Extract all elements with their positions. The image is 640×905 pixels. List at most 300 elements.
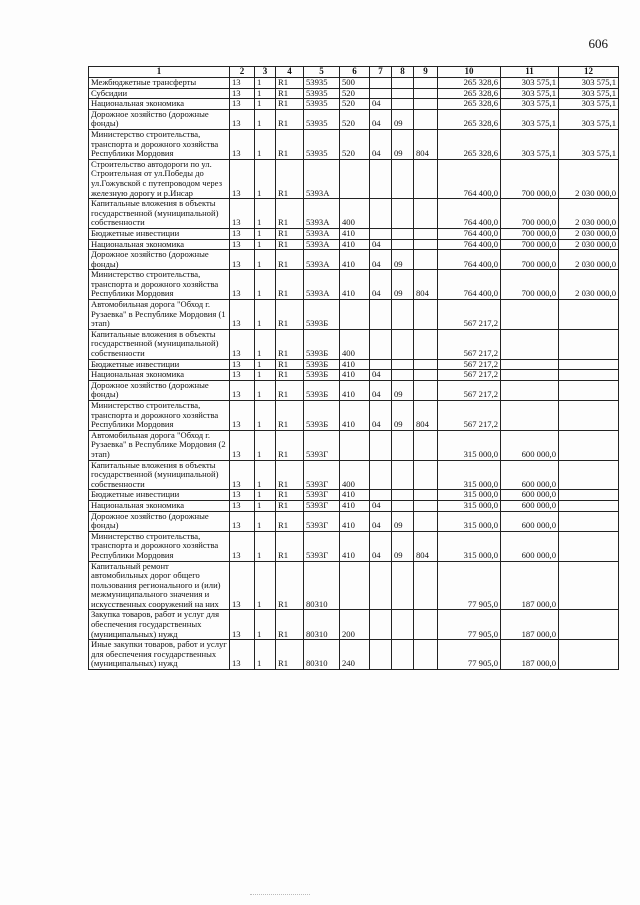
table-cell: 09 — [392, 531, 414, 561]
table-cell — [370, 460, 392, 490]
column-header: 10 — [438, 67, 501, 78]
table-cell — [414, 88, 438, 99]
table-cell — [559, 610, 619, 640]
table-cell: 520 — [340, 88, 370, 99]
table-cell — [370, 640, 392, 670]
table-cell — [392, 159, 414, 198]
table-cell — [501, 401, 559, 431]
table-cell: 13 — [230, 329, 255, 359]
table-row — [89, 561, 619, 610]
table-cell: 700 000,0 — [501, 270, 559, 300]
column-header: 2 — [230, 67, 255, 78]
table-cell — [392, 239, 414, 250]
row-label: Национальная экономика — [89, 370, 230, 381]
table-cell: 13 — [230, 511, 255, 531]
row-label: Бюджетные инвестиции — [89, 359, 230, 370]
table-cell — [414, 78, 438, 89]
table-cell — [559, 460, 619, 490]
row-label: Межбюджетные трансферты — [89, 78, 230, 89]
table-cell — [414, 99, 438, 110]
table-cell: R1 — [276, 430, 304, 460]
table-cell: 13 — [230, 300, 255, 330]
table-cell — [370, 561, 392, 610]
table-cell: 520 — [340, 109, 370, 129]
table-cell: 410 — [340, 380, 370, 400]
table-cell: 13 — [230, 500, 255, 511]
table-cell: 315 000,0 — [438, 511, 501, 531]
table-cell: 1 — [255, 199, 276, 229]
table-row — [89, 109, 619, 129]
table-cell: 187 000,0 — [501, 561, 559, 610]
table-cell: 764 400,0 — [438, 159, 501, 198]
table-cell: 600 000,0 — [501, 500, 559, 511]
column-header: 12 — [559, 67, 619, 78]
table-cell: 13 — [230, 490, 255, 501]
table-row — [89, 490, 619, 501]
table-cell: 13 — [230, 359, 255, 370]
table-cell: 700 000,0 — [501, 199, 559, 229]
table-cell — [501, 359, 559, 370]
table-cell: R1 — [276, 270, 304, 300]
table-cell: 09 — [392, 380, 414, 400]
table-cell: 567 217,2 — [438, 359, 501, 370]
table-cell: 2 030 000,0 — [559, 250, 619, 270]
table-cell: 04 — [370, 129, 392, 159]
table-cell: 303 575,1 — [559, 78, 619, 89]
table-header-row — [89, 67, 619, 78]
table-row — [89, 610, 619, 640]
table-cell: 5393Г — [304, 500, 340, 511]
table-cell: R1 — [276, 511, 304, 531]
table-cell: 5393Г — [304, 511, 340, 531]
table-cell — [501, 300, 559, 330]
row-label: Капитальные вложения в объекты государственной (муниципальной) собственности — [89, 199, 230, 229]
table-cell: 1 — [255, 610, 276, 640]
table-cell: 2 030 000,0 — [559, 159, 619, 198]
table-cell: 5393Б — [304, 370, 340, 381]
table-cell: 2 030 000,0 — [559, 239, 619, 250]
table-cell: 2 030 000,0 — [559, 199, 619, 229]
table-cell: 1 — [255, 300, 276, 330]
table-cell: 410 — [340, 401, 370, 431]
table-cell: 1 — [255, 430, 276, 460]
table-cell: 520 — [340, 129, 370, 159]
table-cell: 5393Г — [304, 490, 340, 501]
table-cell: 04 — [370, 380, 392, 400]
table-cell: 764 400,0 — [438, 228, 501, 239]
table-cell — [392, 561, 414, 610]
table-cell: 1 — [255, 511, 276, 531]
table-cell: 04 — [370, 401, 392, 431]
table-cell: R1 — [276, 561, 304, 610]
table-cell: 804 — [414, 129, 438, 159]
table-cell: 09 — [392, 270, 414, 300]
table-cell: 1 — [255, 159, 276, 198]
table-cell: 700 000,0 — [501, 239, 559, 250]
table-row — [89, 250, 619, 270]
table-cell: 400 — [340, 329, 370, 359]
table-cell: 410 — [340, 490, 370, 501]
table-cell — [340, 430, 370, 460]
table-cell: 13 — [230, 380, 255, 400]
table-cell — [392, 300, 414, 330]
table-cell — [392, 329, 414, 359]
table-cell: 5393Г — [304, 460, 340, 490]
table-row — [89, 300, 619, 330]
table-cell — [370, 490, 392, 501]
table-cell: R1 — [276, 129, 304, 159]
table-cell: 1 — [255, 490, 276, 501]
table-cell: 400 — [340, 460, 370, 490]
table-row — [89, 370, 619, 381]
table-cell — [501, 380, 559, 400]
table-cell: 303 575,1 — [501, 129, 559, 159]
column-header: 11 — [501, 67, 559, 78]
row-label: Национальная экономика — [89, 500, 230, 511]
row-label: Капитальные вложения в объекты государственной (муниципальной) собственности — [89, 460, 230, 490]
table-cell: 13 — [230, 99, 255, 110]
table-cell: 04 — [370, 500, 392, 511]
table-cell: 1 — [255, 88, 276, 99]
table-cell — [370, 359, 392, 370]
table-cell: 700 000,0 — [501, 159, 559, 198]
table-cell: 09 — [392, 511, 414, 531]
table-cell: 13 — [230, 561, 255, 610]
table-cell: 09 — [392, 401, 414, 431]
table-cell — [501, 329, 559, 359]
row-label: Дорожное хозяйство (дорожные фонды) — [89, 511, 230, 531]
table-cell: 13 — [230, 640, 255, 670]
table-cell: 5393А — [304, 250, 340, 270]
table-cell: 53935 — [304, 99, 340, 110]
table-cell: R1 — [276, 500, 304, 511]
table-cell: 80310 — [304, 640, 340, 670]
table-cell: 700 000,0 — [501, 228, 559, 239]
table-cell: 53935 — [304, 88, 340, 99]
table-cell: 200 — [340, 610, 370, 640]
table-cell — [340, 159, 370, 198]
table-cell: 567 217,2 — [438, 401, 501, 431]
table-cell — [414, 460, 438, 490]
table-cell: 187 000,0 — [501, 610, 559, 640]
table-cell — [370, 430, 392, 460]
table-cell — [370, 88, 392, 99]
table-cell: 53935 — [304, 78, 340, 89]
table-cell: 764 400,0 — [438, 250, 501, 270]
table-cell — [370, 199, 392, 229]
table-row — [89, 531, 619, 561]
table-cell: 53935 — [304, 129, 340, 159]
table-cell: 764 400,0 — [438, 239, 501, 250]
table-row — [89, 460, 619, 490]
column-header: 7 — [370, 67, 392, 78]
row-label: Дорожное хозяйство (дорожные фонды) — [89, 250, 230, 270]
table-cell: 1 — [255, 109, 276, 129]
table-cell: 5393Г — [304, 531, 340, 561]
table-cell: 1 — [255, 329, 276, 359]
table-cell — [414, 490, 438, 501]
table-cell: R1 — [276, 300, 304, 330]
table-cell: 1 — [255, 500, 276, 511]
table-cell — [392, 78, 414, 89]
table-cell: 77 905,0 — [438, 561, 501, 610]
row-label: Капитальный ремонт автомобильных дорог общего пользования регионального и (или) межмуниципального значения и искусственных сооружений на них — [89, 561, 230, 610]
row-label: Бюджетные инвестиции — [89, 228, 230, 239]
column-header: 6 — [340, 67, 370, 78]
row-label: Закупка товаров, работ и услуг для обеспечения государственных (муниципальных) нужд — [89, 610, 230, 640]
table-cell — [414, 250, 438, 270]
table-row — [89, 78, 619, 89]
table-cell — [414, 610, 438, 640]
row-label: Иные закупки товаров, работ и услуг для обеспечения государственных (муниципальных) нужд — [89, 640, 230, 670]
table-cell: 13 — [230, 460, 255, 490]
table-cell: R1 — [276, 99, 304, 110]
table-cell — [392, 199, 414, 229]
table-cell: 1 — [255, 640, 276, 670]
table-cell — [392, 490, 414, 501]
table-cell: 1 — [255, 270, 276, 300]
scan-artifact — [250, 894, 310, 899]
table-cell — [559, 359, 619, 370]
table-row — [89, 500, 619, 511]
table-cell — [392, 430, 414, 460]
table-cell: 5393Б — [304, 359, 340, 370]
table-cell — [370, 159, 392, 198]
table-cell: 2 030 000,0 — [559, 228, 619, 239]
table-cell — [559, 561, 619, 610]
table-cell: R1 — [276, 490, 304, 501]
table-row — [89, 430, 619, 460]
table-cell: 315 000,0 — [438, 531, 501, 561]
table-cell: 410 — [340, 359, 370, 370]
row-label: Национальная экономика — [89, 99, 230, 110]
table-cell: 265 328,6 — [438, 99, 501, 110]
table-cell: 303 575,1 — [501, 88, 559, 99]
table-cell: R1 — [276, 460, 304, 490]
table-cell: 600 000,0 — [501, 460, 559, 490]
row-label: Министерство строительства, транспорта и дорожного хозяйства Республики Мордовия — [89, 270, 230, 300]
table-cell: 5393Б — [304, 380, 340, 400]
row-label: Министерство строительства, транспорта и дорожного хозяйства Республики Мордовия — [89, 129, 230, 159]
table-cell: 2 030 000,0 — [559, 270, 619, 300]
table-cell — [414, 228, 438, 239]
table-body — [89, 78, 619, 670]
table-cell: 1 — [255, 561, 276, 610]
table-cell: 13 — [230, 199, 255, 229]
table-cell — [414, 109, 438, 129]
table-cell — [559, 430, 619, 460]
table-cell: 187 000,0 — [501, 640, 559, 670]
table-cell: 567 217,2 — [438, 370, 501, 381]
table-cell: 265 328,6 — [438, 129, 501, 159]
table-cell: 80310 — [304, 610, 340, 640]
table-cell: 5393Б — [304, 300, 340, 330]
table-cell: 5393А — [304, 239, 340, 250]
column-header: 1 — [89, 67, 230, 78]
table-cell — [414, 300, 438, 330]
table-cell: 04 — [370, 270, 392, 300]
row-label: Дорожное хозяйство (дорожные фонды) — [89, 109, 230, 129]
row-label: Министерство строительства, транспорта и дорожного хозяйства Республики Мордовия — [89, 531, 230, 561]
table-cell: R1 — [276, 78, 304, 89]
table-cell — [414, 239, 438, 250]
table-cell: 13 — [230, 78, 255, 89]
table-cell: R1 — [276, 401, 304, 431]
table-cell: 315 000,0 — [438, 460, 501, 490]
row-label: Строительство автодороги по ул. Строительная от ул.Победы до ул.Гожувской с путепроводом через железную дорогу и р.Инсар — [89, 159, 230, 198]
table-cell: 764 400,0 — [438, 199, 501, 229]
table-cell — [392, 359, 414, 370]
table-cell: 764 400,0 — [438, 270, 501, 300]
table-cell — [414, 511, 438, 531]
table-cell: 410 — [340, 239, 370, 250]
table-cell: 1 — [255, 359, 276, 370]
column-header: 4 — [276, 67, 304, 78]
column-header: 8 — [392, 67, 414, 78]
table-cell: 265 328,6 — [438, 88, 501, 99]
table-cell — [559, 511, 619, 531]
table-row — [89, 99, 619, 110]
table-cell: 5393А — [304, 159, 340, 198]
table-cell: 240 — [340, 640, 370, 670]
table-cell: 13 — [230, 370, 255, 381]
table-cell: 04 — [370, 250, 392, 270]
table-cell: 410 — [340, 500, 370, 511]
table-cell — [392, 500, 414, 511]
row-label: Автомобильная дорога "Обход г. Рузаевка" в Республике Мордовия (2 этап) — [89, 430, 230, 460]
table-cell: 1 — [255, 380, 276, 400]
table-cell: 13 — [230, 88, 255, 99]
row-label: Капитальные вложения в объекты государственной (муниципальной) собственности — [89, 329, 230, 359]
table-cell — [392, 610, 414, 640]
table-row — [89, 228, 619, 239]
table-cell — [414, 500, 438, 511]
row-label: Субсидии — [89, 88, 230, 99]
table-cell: 1 — [255, 370, 276, 381]
table-cell — [370, 78, 392, 89]
table-cell: R1 — [276, 329, 304, 359]
table-cell: R1 — [276, 370, 304, 381]
table-cell: 77 905,0 — [438, 610, 501, 640]
table-cell — [340, 300, 370, 330]
table-row — [89, 88, 619, 99]
table-cell: 265 328,6 — [438, 109, 501, 129]
table-cell — [414, 430, 438, 460]
table-row — [89, 270, 619, 300]
table-cell — [501, 370, 559, 381]
table-cell: 04 — [370, 511, 392, 531]
table-cell: 1 — [255, 460, 276, 490]
table-row — [89, 380, 619, 400]
table-row — [89, 329, 619, 359]
table-cell — [340, 561, 370, 610]
row-label: Министерство строительства, транспорта и дорожного хозяйства Республики Мордовия — [89, 401, 230, 431]
table-cell: 13 — [230, 531, 255, 561]
table-cell: 400 — [340, 199, 370, 229]
table-cell: 5393А — [304, 270, 340, 300]
table-cell — [559, 370, 619, 381]
table-cell: 1 — [255, 239, 276, 250]
table-cell: 5393А — [304, 199, 340, 229]
table-cell — [559, 490, 619, 501]
table-row — [89, 511, 619, 531]
table-cell — [559, 500, 619, 511]
table-cell: 804 — [414, 401, 438, 431]
table-cell — [370, 610, 392, 640]
table-cell: 410 — [340, 531, 370, 561]
table-cell — [392, 88, 414, 99]
table-cell: R1 — [276, 531, 304, 561]
table-cell — [414, 380, 438, 400]
table-cell: 410 — [340, 250, 370, 270]
table-cell — [392, 228, 414, 239]
table-cell: 04 — [370, 109, 392, 129]
table-cell: 303 575,1 — [501, 78, 559, 89]
table-row — [89, 129, 619, 159]
table-cell: 567 217,2 — [438, 380, 501, 400]
table-cell — [559, 401, 619, 431]
table-cell: 600 000,0 — [501, 430, 559, 460]
table-cell: 303 575,1 — [559, 129, 619, 159]
column-header: 9 — [414, 67, 438, 78]
table-cell: 77 905,0 — [438, 640, 501, 670]
table-cell — [370, 329, 392, 359]
page-number: 606 — [588, 36, 608, 51]
table-cell: 303 575,1 — [501, 99, 559, 110]
table-cell — [414, 159, 438, 198]
row-label: Бюджетные инвестиции — [89, 490, 230, 501]
table-cell: 09 — [392, 250, 414, 270]
table-cell: 315 000,0 — [438, 430, 501, 460]
table-cell — [392, 640, 414, 670]
table-cell: 700 000,0 — [501, 250, 559, 270]
table-cell: R1 — [276, 239, 304, 250]
table-cell: R1 — [276, 88, 304, 99]
table-cell: 600 000,0 — [501, 511, 559, 531]
table-cell: 500 — [340, 78, 370, 89]
table-cell — [559, 531, 619, 561]
table-cell: 315 000,0 — [438, 500, 501, 511]
table-cell: 13 — [230, 239, 255, 250]
table-row — [89, 199, 619, 229]
table-cell: 303 575,1 — [559, 88, 619, 99]
table-cell: 804 — [414, 270, 438, 300]
table-cell: 53935 — [304, 109, 340, 129]
table-cell: 13 — [230, 430, 255, 460]
table-cell: R1 — [276, 250, 304, 270]
table-cell — [392, 460, 414, 490]
table-cell — [414, 640, 438, 670]
table-cell: 520 — [340, 99, 370, 110]
table-row — [89, 359, 619, 370]
table-cell: 13 — [230, 159, 255, 198]
table-cell: R1 — [276, 228, 304, 239]
table-cell — [414, 199, 438, 229]
table-cell: 410 — [340, 270, 370, 300]
table-cell: 04 — [370, 531, 392, 561]
table-cell: 04 — [370, 99, 392, 110]
table-row — [89, 159, 619, 198]
table-cell — [559, 640, 619, 670]
table-cell: 80310 — [304, 561, 340, 610]
table-cell: 567 217,2 — [438, 300, 501, 330]
table-cell: R1 — [276, 610, 304, 640]
table-cell: 1 — [255, 531, 276, 561]
table-cell: 13 — [230, 109, 255, 129]
table-cell: 13 — [230, 228, 255, 239]
table-row — [89, 401, 619, 431]
table-cell: 1 — [255, 401, 276, 431]
